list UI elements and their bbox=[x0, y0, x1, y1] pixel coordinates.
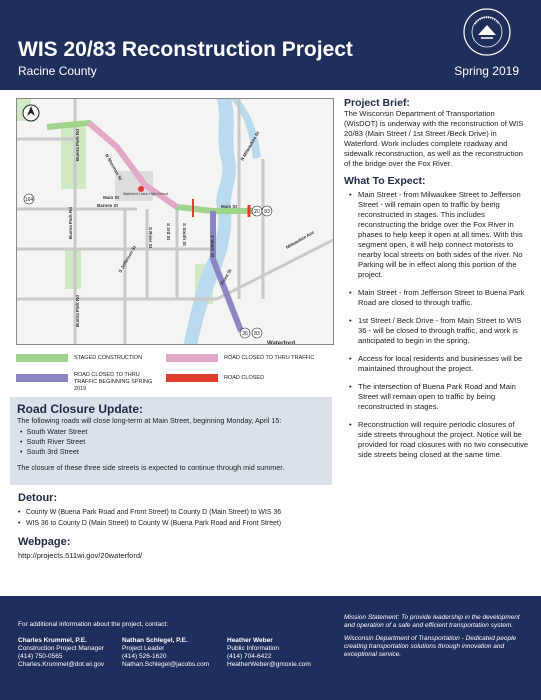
project-map bbox=[16, 98, 334, 345]
county-subtitle: Racine County bbox=[18, 64, 97, 78]
header-banner bbox=[0, 0, 541, 90]
north-arrow-icon bbox=[23, 105, 39, 121]
school-label: Waterford Union High School bbox=[123, 192, 169, 196]
road-closure-panel bbox=[10, 397, 332, 485]
contact-name: Charles Krummel, P.E. bbox=[18, 637, 87, 644]
contact-email[interactable]: HeatherWeber@gmoxie.com bbox=[227, 661, 311, 668]
contact-role: Project Leader bbox=[122, 645, 165, 652]
street-label: Front St bbox=[219, 268, 233, 286]
brief-heading: Project Brief: bbox=[344, 97, 410, 109]
svg-text:164: 164 bbox=[24, 197, 34, 203]
list-item: • 1st Street / Beck Drive - from Main Street to WIS 36 - will be closed to through traffic, and work is anticipated to begin in the spring. bbox=[344, 316, 530, 346]
expect-heading: What To Expect: bbox=[344, 175, 426, 187]
expect-list bbox=[344, 190, 530, 460]
legend-label-staged: STAGED CONSTRUCTION bbox=[74, 355, 143, 361]
webpage-heading: Webpage: bbox=[18, 536, 71, 548]
map-legend bbox=[16, 350, 334, 390]
legend-swatch-closed-2019 bbox=[16, 374, 68, 382]
svg-text:83: 83 bbox=[264, 209, 270, 215]
street-label: S South St bbox=[182, 223, 187, 246]
svg-text:83: 83 bbox=[254, 331, 260, 337]
street-label: S 3rd St bbox=[166, 223, 171, 241]
park-parcel bbox=[65, 249, 81, 289]
list-item: • The intersection of Buena Park Road and Main Street will remain open to traffic by being reconstructed in stages. bbox=[344, 382, 530, 412]
list-item: • Main Street - from Jefferson Street to Buena Park Road are closed to through traffic. bbox=[344, 288, 530, 308]
contact-name: Heather Weber bbox=[227, 637, 273, 644]
webpage-link[interactable]: http://projects.511wi.gov/20waterford/ bbox=[18, 551, 143, 560]
list-item: • Main Street - from Milwaukee Street to Jefferson Street - will remain open to traffic by being reconstructed in stages. This includes reconstructing the bridge over the Fox River in phases to help keep it open at all times. With this segment open, it will help connect motorists to nearby local streets on both sides of the river. No Parking will be in effect along this portion of the project. bbox=[344, 190, 530, 280]
closure-intro: The following roads will close long-term at Main Street, beginning Monday, April 15: bbox=[17, 416, 282, 425]
contact-phone: (414) 750-0565 bbox=[18, 653, 63, 660]
list-item: • Reconstruction will require periodic closures of side streets throughout the project. Notice will be provided for road closures with no two consecutive side streets being closed at the same time. bbox=[344, 420, 530, 460]
town-label: Waterford bbox=[267, 341, 296, 345]
list-item: • South 3rd Street bbox=[20, 447, 87, 457]
street-label: S Water St bbox=[210, 235, 215, 258]
map-canvas bbox=[17, 99, 334, 345]
contact-name: Nathan Schlegel, P.E. bbox=[122, 637, 188, 644]
street-label: Main St bbox=[103, 195, 120, 200]
street-label: Barnes St bbox=[97, 203, 119, 208]
webpage-section bbox=[18, 536, 142, 560]
svg-text:20: 20 bbox=[254, 209, 260, 215]
street-label: Main St bbox=[221, 204, 238, 209]
legend-swatch-closed bbox=[166, 374, 218, 382]
list-item: • South River Street bbox=[20, 437, 87, 447]
street-label: N Milwaukee St bbox=[239, 130, 261, 162]
fox-river bbox=[183, 99, 236, 345]
legend-label-closed-thru: ROAD CLOSED TO THRU TRAFFIC bbox=[224, 355, 315, 361]
detour-list bbox=[18, 507, 338, 529]
wisdot-seal-logo bbox=[463, 8, 511, 56]
svg-text:36: 36 bbox=[242, 331, 248, 337]
contact-email[interactable]: Charles.Krummel@dot.wi.gov bbox=[18, 661, 105, 668]
contact-card bbox=[227, 637, 311, 669]
contact-role: Public Information bbox=[227, 645, 280, 652]
legend-swatch-closed-thru bbox=[166, 354, 218, 362]
contact-role: Construction Project Manager bbox=[18, 645, 104, 652]
footer-banner bbox=[0, 596, 541, 700]
closure-note: The closure of these three side streets is expected to continue through mid summer. bbox=[17, 463, 285, 472]
brief-text: The Wisconsin Department of Transportation (WisDOT) is underway with the reconstruction of WIS 20/83 (Main Street / 1st Street /Beck Drive) in Waterford. Work includes complete roadway and sidewalk reconstruction, as well as the reconstruction of the bridge over the Fox River. bbox=[344, 109, 524, 168]
right-column bbox=[344, 97, 530, 468]
legend-swatch-staged bbox=[16, 354, 68, 362]
contact-phone: (414) 704-6422 bbox=[227, 653, 272, 660]
street-label: S Jefferson St bbox=[117, 244, 137, 274]
detour-section bbox=[18, 492, 338, 529]
contact-card bbox=[122, 637, 209, 669]
closure-heading: Road Closure Update: bbox=[17, 402, 144, 416]
street-label: Buena Park Rd bbox=[75, 294, 80, 327]
mission-statement: Mission Statement: To provide leadership in the development and operation of a safe and efficient transportation system. bbox=[344, 614, 520, 629]
street-label: Buena Park Rd bbox=[75, 128, 80, 161]
detour-heading: Detour: bbox=[18, 492, 58, 504]
vision-statement: Wisconsin Department of Transportation - Dedicated people creating transportation solutions through innovation and exceptional service. bbox=[344, 635, 517, 658]
page-title: WIS 20/83 Reconstruction Project bbox=[18, 38, 353, 61]
street-label: S River St bbox=[148, 227, 153, 249]
list-item: • WIS 36 to County D (Main Street) to County W (Buena Park Road and Front Street) bbox=[18, 518, 338, 529]
list-item: • South Water Street bbox=[20, 427, 87, 437]
street-label: Milwaukee Ave bbox=[285, 229, 315, 250]
mission-block bbox=[344, 614, 530, 659]
contact-phone: (414) 526-1620 bbox=[122, 653, 167, 660]
legend-label-closed: ROAD CLOSED bbox=[224, 375, 265, 381]
street-label: Buena Park Rd bbox=[68, 206, 73, 239]
list-item: • Access for local residents and businesses will be maintained throughout the project. bbox=[344, 354, 530, 374]
footer-intro: For additional information about the project, contact: bbox=[18, 621, 168, 628]
closure-street-list bbox=[20, 427, 87, 457]
contact-card bbox=[18, 637, 104, 669]
street-label: N Sherman St bbox=[104, 153, 124, 182]
legend-label-closed-2019: ROAD CLOSED TO THRU TRAFFIC BEGINNING SPRING 2019 bbox=[74, 372, 153, 392]
list-item: • County W (Buena Park Road and Front Street) to County D (Main Street) to WIS 36 bbox=[18, 507, 338, 518]
season-label: Spring 2019 bbox=[454, 64, 519, 78]
contact-email[interactable]: Nathan.Schlegel@jacobs.com bbox=[122, 661, 210, 668]
